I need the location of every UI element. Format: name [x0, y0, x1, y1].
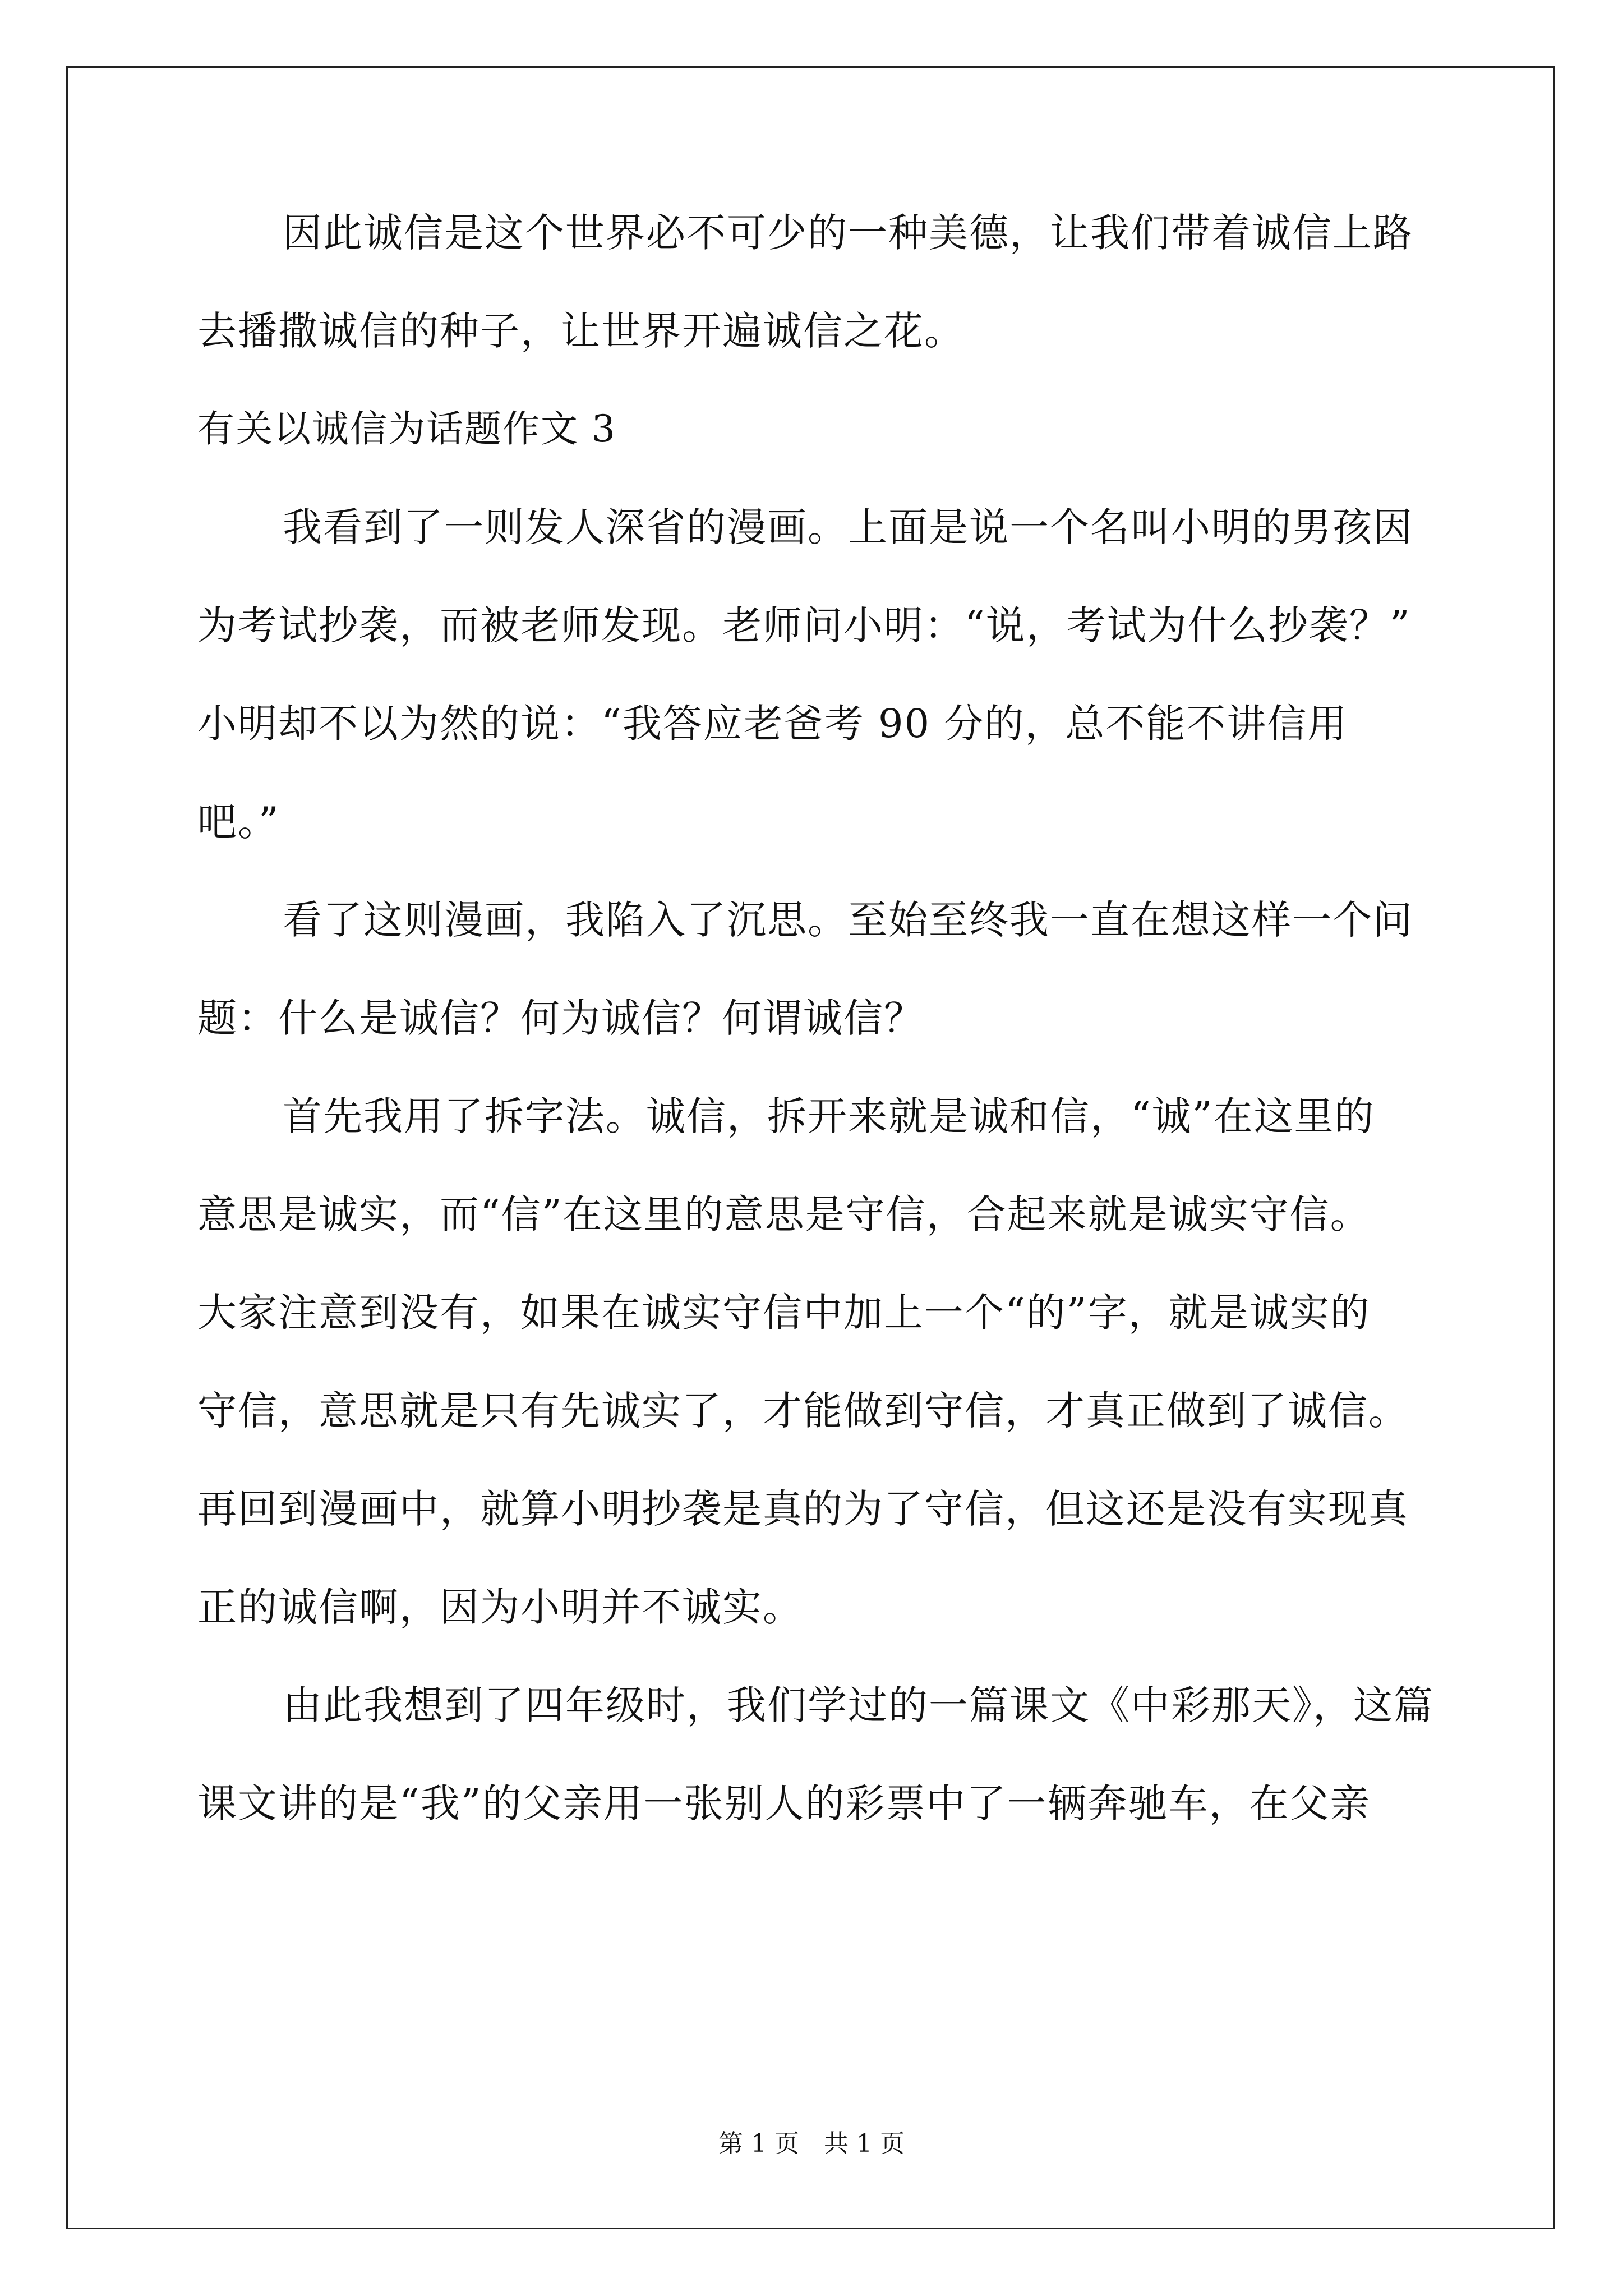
paragraph-line: 首先我用了拆字法。诚信，拆开来就是诚和信，“诚”在这里的 — [283, 1093, 1375, 1139]
paragraph-line: 再回到漫画中，就算小明抄袭是真的为了守信，但这还是没有实现真 — [197, 1486, 1409, 1532]
paragraph-line: 守信，意思就是只有先诚实了，才能做到守信，才真正做到了诚信。 — [197, 1388, 1409, 1434]
paragraph-line: 题：什么是诚信？何为诚信？何谓诚信？ — [197, 995, 924, 1041]
paragraph-line: 因此诚信是这个世界必不可少的一种美德，让我们带着诚信上路 — [283, 210, 1413, 256]
paragraph-line: 看了这则漫画，我陷入了沉思。至始至终我一直在想这样一个问 — [283, 897, 1413, 943]
paragraph-line: 正的诚信啊，因为小明并不诚实。 — [197, 1584, 803, 1630]
paragraph-line: 我看到了一则发人深省的漫画。上面是说一个名叫小明的男孩因 — [283, 504, 1413, 550]
page-number-footer: 第 1 页 共 1 页 — [718, 2129, 905, 2158]
paragraph-line: 去播撒诚信的种子，让世界开遍诚信之花。 — [197, 308, 965, 354]
paragraph-line: 小明却不以为然的说：“我答应老爸考 90 分的，总不能不讲信用 — [197, 701, 1348, 747]
paragraph-line: 吧。” — [197, 799, 280, 845]
paragraph-line: 为考试抄袭，而被老师发现。老师问小明：“说，考试为什么抄袭？” — [197, 602, 1411, 648]
paragraph-line: 大家注意到没有，如果在诚实守信中加上一个“的”字，就是诚实的 — [197, 1290, 1371, 1336]
paragraph-line: 课文讲的是“我”的父亲用一张别人的彩票中了一辆奔驰车，在父亲 — [197, 1780, 1371, 1826]
paragraph-line: 意思是诚实，而“信”在这里的意思是守信，合起来就是诚实守信。 — [197, 1191, 1371, 1237]
section-heading: 有关以诚信为话题作文 3 — [197, 407, 616, 450]
paragraph-line: 由此我想到了四年级时，我们学过的一篇课文《中彩那天》，这篇 — [283, 1682, 1434, 1728]
page-border — [66, 66, 1555, 2229]
